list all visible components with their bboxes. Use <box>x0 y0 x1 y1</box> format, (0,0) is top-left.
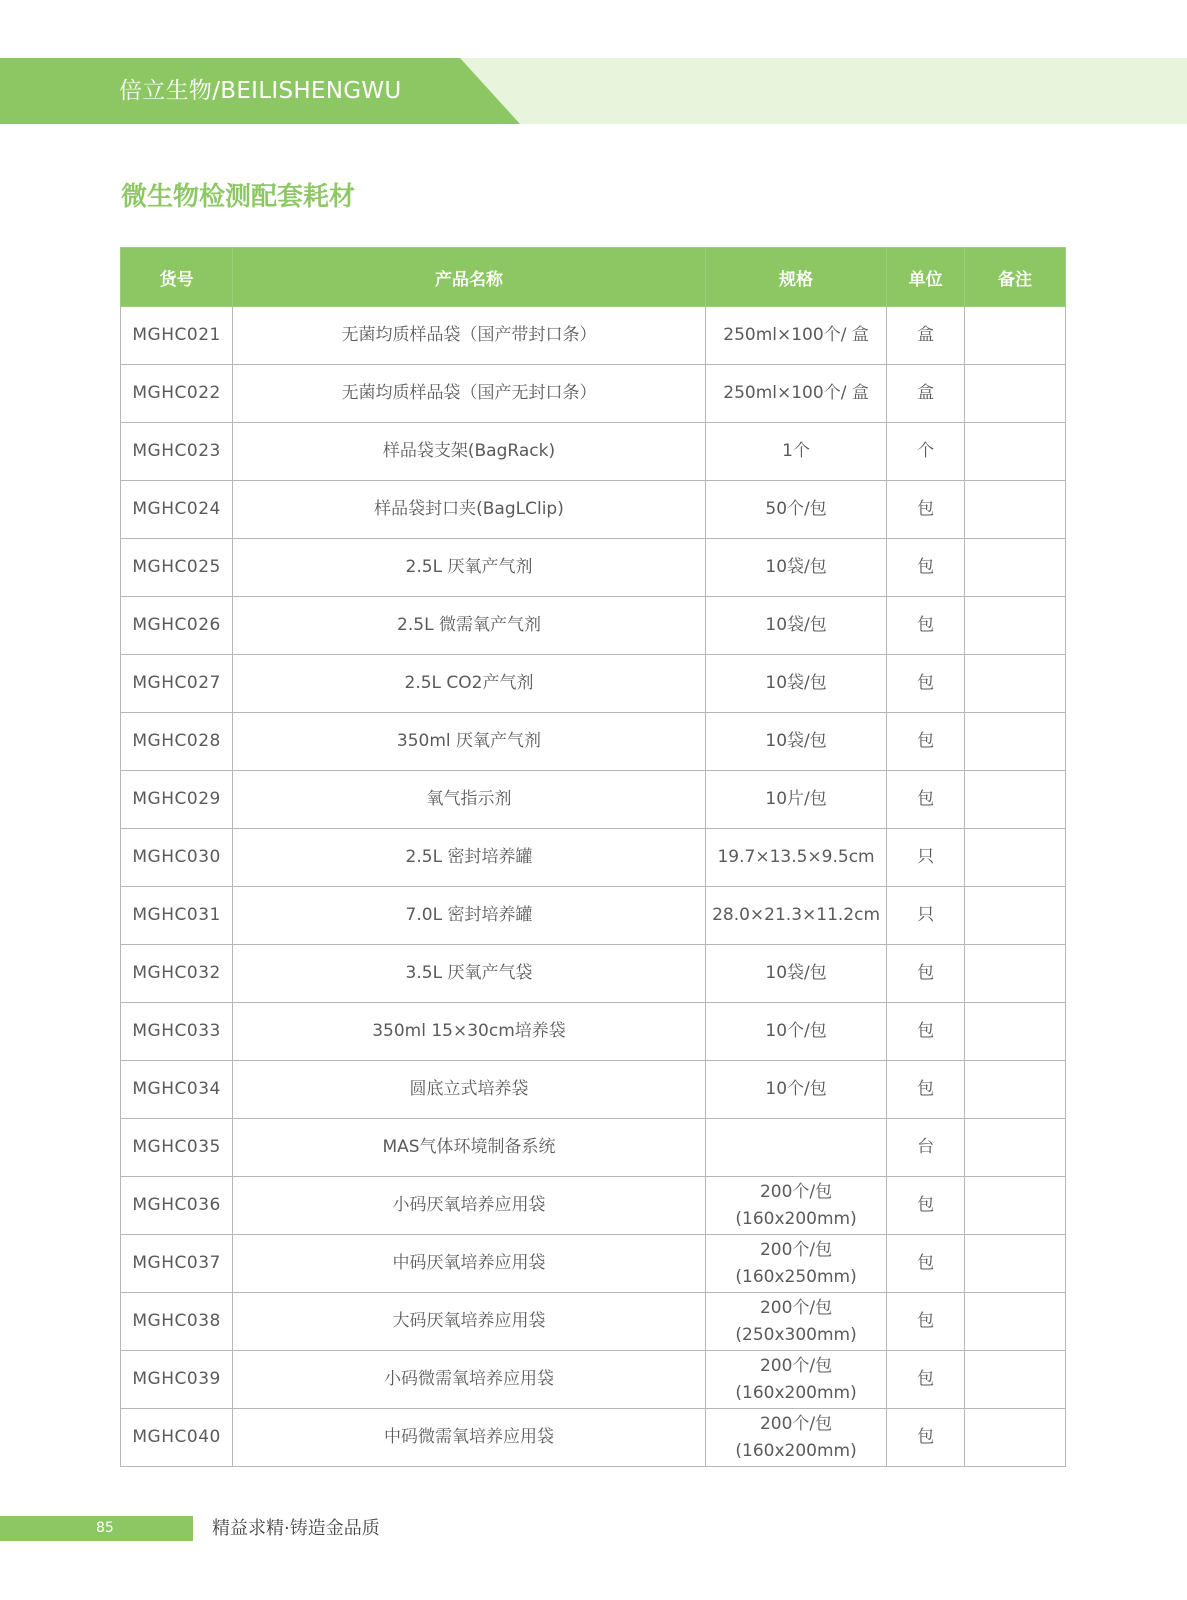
spec-line: 200个/包 <box>759 1297 833 1318</box>
spec-line: 10袋/包 <box>765 673 827 693</box>
column-header-unit: 单位 <box>887 248 965 307</box>
cell-code: MGHC025 <box>121 539 233 597</box>
cell-note <box>964 945 1065 1003</box>
cell-spec <box>705 655 887 713</box>
cell-name: 3.5L 厌氧产气袋 <box>233 945 705 1003</box>
cell-note <box>964 1119 1065 1177</box>
table-row <box>121 1293 1066 1351</box>
spec-line: 10袋/包 <box>765 963 827 983</box>
cell-note <box>964 655 1065 713</box>
cell-spec <box>705 481 887 539</box>
cell-code: MGHC028 <box>121 713 233 771</box>
cell-spec <box>705 1235 887 1293</box>
table-row <box>121 1119 1066 1177</box>
cell-unit: 个 <box>887 423 965 481</box>
cell-note <box>964 1235 1065 1293</box>
cell-name: 小码厌氧培养应用袋 <box>233 1177 705 1235</box>
spec-line: (160x250mm) <box>735 1266 857 1287</box>
cell-note <box>964 539 1065 597</box>
footer-slogan: 精益求精·铸造金品质 <box>212 1518 380 1539</box>
cell-unit: 台 <box>887 1119 965 1177</box>
cell-unit: 包 <box>887 1409 965 1467</box>
cell-code: MGHC030 <box>121 829 233 887</box>
cell-code: MGHC037 <box>121 1235 233 1293</box>
cell-unit: 盒 <box>887 365 965 423</box>
cell-name: 圆底立式培养袋 <box>233 1061 705 1119</box>
cell-note <box>964 1351 1065 1409</box>
spec-line: (160x200mm) <box>735 1208 857 1229</box>
cell-spec <box>705 887 887 945</box>
cell-note <box>964 481 1065 539</box>
cell-unit: 盒 <box>887 307 965 365</box>
table-row <box>121 945 1066 1003</box>
cell-name: 小码微需氧培养应用袋 <box>233 1351 705 1409</box>
cell-name: 无菌均质样品袋（国产带封口条） <box>233 307 705 365</box>
cell-unit: 包 <box>887 771 965 829</box>
cell-name: 大码厌氧培养应用袋 <box>233 1293 705 1351</box>
table-body <box>121 307 1066 1467</box>
spec-line: 200个/包 <box>759 1239 833 1260</box>
spec-line: 200个/包 <box>759 1181 833 1202</box>
cell-code: MGHC040 <box>121 1409 233 1467</box>
cell-spec <box>705 771 887 829</box>
cell-note <box>964 713 1065 771</box>
cell-unit: 包 <box>887 539 965 597</box>
cell-unit: 包 <box>887 481 965 539</box>
cell-unit: 包 <box>887 1293 965 1351</box>
table-row <box>121 423 1066 481</box>
cell-unit: 包 <box>887 1061 965 1119</box>
cell-name: 2.5L 微需氧产气剂 <box>233 597 705 655</box>
table-row <box>121 771 1066 829</box>
cell-spec <box>705 365 887 423</box>
cell-spec <box>705 597 887 655</box>
cell-note <box>964 1409 1065 1467</box>
table-row <box>121 1409 1066 1467</box>
cell-spec <box>705 423 887 481</box>
table-row <box>121 365 1066 423</box>
table-row <box>121 829 1066 887</box>
cell-code: MGHC039 <box>121 1351 233 1409</box>
spec-line: 19.7×13.5×9.5cm <box>717 847 875 867</box>
cell-note <box>964 771 1065 829</box>
cell-code: MGHC021 <box>121 307 233 365</box>
spec-line: 250ml×100个/ 盒 <box>723 325 869 345</box>
column-header-name: 产品名称 <box>233 248 705 307</box>
cell-code: MGHC033 <box>121 1003 233 1061</box>
cell-name: 7.0L 密封培养罐 <box>233 887 705 945</box>
brand-title: 倍立生物/BEILISHENGWU <box>119 78 402 104</box>
cell-spec <box>705 713 887 771</box>
cell-name: 350ml 15×30cm培养袋 <box>233 1003 705 1061</box>
table-row <box>121 307 1066 365</box>
cell-note <box>964 1061 1065 1119</box>
cell-spec <box>705 1119 887 1177</box>
cell-note <box>964 1177 1065 1235</box>
cell-spec <box>705 1061 887 1119</box>
table-row <box>121 481 1066 539</box>
cell-spec <box>705 539 887 597</box>
table-row <box>121 655 1066 713</box>
spec-line: 10个/包 <box>765 1021 827 1041</box>
cell-unit: 包 <box>887 1003 965 1061</box>
cell-name: 350ml 厌氧产气剂 <box>233 713 705 771</box>
column-header-spec: 规格 <box>705 248 887 307</box>
cell-unit: 包 <box>887 1351 965 1409</box>
spec-line: (160x200mm) <box>735 1440 857 1461</box>
cell-code: MGHC026 <box>121 597 233 655</box>
cell-note <box>964 1293 1065 1351</box>
cell-code: MGHC032 <box>121 945 233 1003</box>
spec-line: (160x200mm) <box>735 1382 857 1403</box>
cell-unit: 包 <box>887 1235 965 1293</box>
cell-name: 无菌均质样品袋（国产无封口条） <box>233 365 705 423</box>
cell-note <box>964 365 1065 423</box>
spec-line: 250ml×100个/ 盒 <box>723 383 869 403</box>
cell-name: 氧气指示剂 <box>233 771 705 829</box>
page-number: 85 <box>96 1520 114 1536</box>
table-row <box>121 1235 1066 1293</box>
spec-line: 200个/包 <box>759 1355 833 1376</box>
cell-spec <box>705 829 887 887</box>
cell-spec <box>705 1293 887 1351</box>
cell-name: 2.5L 密封培养罐 <box>233 829 705 887</box>
product-table <box>120 247 1066 1467</box>
section-title: 微生物检测配套耗材 <box>121 182 356 212</box>
table-row <box>121 1351 1066 1409</box>
cell-note <box>964 597 1065 655</box>
spec-line: 200个/包 <box>759 1413 833 1434</box>
cell-unit: 包 <box>887 713 965 771</box>
table-row <box>121 1003 1066 1061</box>
table-row <box>121 1177 1066 1235</box>
table-row <box>121 539 1066 597</box>
table-row <box>121 887 1066 945</box>
cell-code: MGHC038 <box>121 1293 233 1351</box>
table-row <box>121 597 1066 655</box>
cell-spec <box>705 1351 887 1409</box>
cell-unit: 只 <box>887 829 965 887</box>
spec-line: (250x300mm) <box>735 1324 857 1345</box>
spec-line: 28.0×21.3×11.2cm <box>712 905 881 925</box>
cell-code: MGHC027 <box>121 655 233 713</box>
cell-unit: 包 <box>887 945 965 1003</box>
spec-line: 1个 <box>782 441 810 461</box>
cell-name: 中码厌氧培养应用袋 <box>233 1235 705 1293</box>
cell-name: 2.5L 厌氧产气剂 <box>233 539 705 597</box>
cell-name: 样品袋支架(BagRack) <box>233 423 705 481</box>
cell-spec <box>705 1003 887 1061</box>
cell-code: MGHC023 <box>121 423 233 481</box>
cell-note <box>964 423 1065 481</box>
cell-name: 中码微需氧培养应用袋 <box>233 1409 705 1467</box>
cell-code: MGHC034 <box>121 1061 233 1119</box>
cell-code: MGHC031 <box>121 887 233 945</box>
cell-name: 样品袋封口夹(BagLClip) <box>233 481 705 539</box>
spec-line: 10袋/包 <box>765 557 827 577</box>
cell-name: MAS气体环境制备系统 <box>233 1119 705 1177</box>
spec-line: 50个/包 <box>765 499 827 519</box>
cell-spec <box>705 945 887 1003</box>
cell-code: MGHC024 <box>121 481 233 539</box>
cell-unit: 包 <box>887 655 965 713</box>
cell-name: 2.5L CO2产气剂 <box>233 655 705 713</box>
cell-spec <box>705 307 887 365</box>
cell-note <box>964 887 1065 945</box>
cell-unit: 包 <box>887 1177 965 1235</box>
cell-unit: 包 <box>887 597 965 655</box>
spec-line: 10袋/包 <box>765 731 827 751</box>
cell-note <box>964 307 1065 365</box>
cell-code: MGHC036 <box>121 1177 233 1235</box>
spec-line: 10片/包 <box>765 789 827 809</box>
table-row <box>121 1061 1066 1119</box>
table-row <box>121 713 1066 771</box>
cell-note <box>964 829 1065 887</box>
cell-spec <box>705 1409 887 1467</box>
table-header-row <box>121 248 1066 307</box>
spec-line: 10袋/包 <box>765 615 827 635</box>
column-header-code: 货号 <box>121 248 233 307</box>
cell-code: MGHC022 <box>121 365 233 423</box>
cell-code: MGHC029 <box>121 771 233 829</box>
cell-spec <box>705 1177 887 1235</box>
cell-code: MGHC035 <box>121 1119 233 1177</box>
column-header-note: 备注 <box>964 248 1065 307</box>
spec-line: 10个/包 <box>765 1079 827 1099</box>
cell-note <box>964 1003 1065 1061</box>
cell-unit: 只 <box>887 887 965 945</box>
